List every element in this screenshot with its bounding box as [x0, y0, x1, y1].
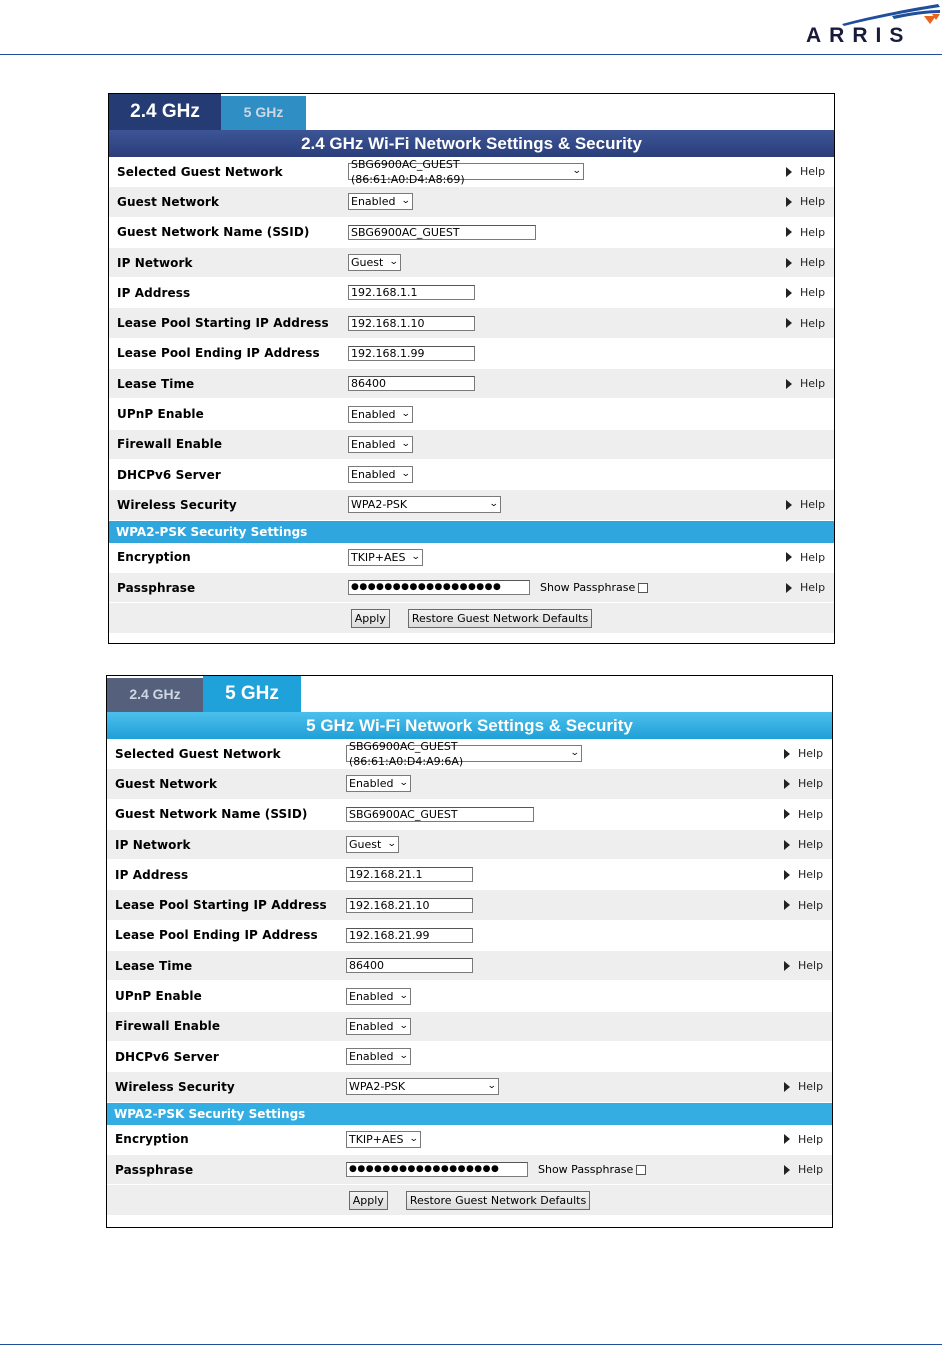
- tab-5ghz[interactable]: 5 GHz: [203, 676, 301, 712]
- play-arrow-icon: [786, 197, 792, 207]
- row-label: Lease Time: [115, 958, 193, 973]
- header-rule: [0, 54, 942, 55]
- row-ssid: [109, 218, 834, 248]
- row-lease-end: [109, 339, 834, 369]
- firewall-select[interactable]: Enabled ⌄: [348, 436, 413, 453]
- play-arrow-icon: [784, 749, 790, 759]
- row-lease-start: [109, 308, 834, 338]
- row-label: Lease Pool Starting IP Address: [117, 316, 329, 331]
- help-link[interactable]: Help: [784, 1080, 823, 1093]
- selected-guest-network-select[interactable]: SBG6900AC_GUEST (86:61:A0:D4:A9:6A) ⌄: [346, 745, 582, 762]
- lease-end-input[interactable]: 192.168.21.99: [346, 928, 473, 943]
- apply-button[interactable]: Apply: [351, 609, 390, 628]
- help-link[interactable]: Help: [786, 286, 825, 299]
- row-label: UPnP Enable: [117, 407, 204, 422]
- show-passphrase-checkbox[interactable]: [638, 583, 648, 593]
- row-passphrase: [109, 573, 834, 603]
- row-selected-guest-network: [107, 739, 832, 769]
- panel-title: 2.4 GHz Wi-Fi Network Settings & Security: [109, 130, 834, 157]
- row-label: DHCPv6 Server: [115, 1049, 219, 1064]
- chevron-down-icon: ⌄: [399, 990, 410, 1001]
- show-passphrase-label: Show Passphrase: [538, 1163, 634, 1176]
- row-guest-network: [107, 769, 832, 799]
- footer-rule: [0, 1344, 942, 1345]
- encryption-select[interactable]: TKIP+AES ⌄: [346, 1131, 421, 1148]
- dhcpv6-select[interactable]: Enabled ⌄: [348, 466, 413, 483]
- chevron-down-icon: ⌄: [401, 469, 412, 480]
- show-passphrase-checkbox[interactable]: [636, 1165, 646, 1175]
- row-label: Lease Pool Starting IP Address: [115, 898, 327, 913]
- row-wireless-security: [107, 1072, 832, 1102]
- row-selected-guest-network: [109, 157, 834, 187]
- help-link[interactable]: Help: [784, 808, 823, 821]
- play-arrow-icon: [784, 961, 790, 971]
- play-arrow-icon: [784, 1134, 790, 1144]
- ip-network-select[interactable]: Guest ⌄: [348, 254, 401, 271]
- show-passphrase: [538, 1163, 646, 1176]
- firewall-select[interactable]: Enabled ⌄: [346, 1018, 411, 1035]
- upnp-select[interactable]: Enabled ⌄: [346, 988, 411, 1005]
- help-link[interactable]: Help: [784, 838, 823, 851]
- row-label: Lease Pool Ending IP Address: [115, 928, 318, 943]
- chevron-down-icon: ⌄: [570, 748, 581, 759]
- row-firewall: [109, 430, 834, 460]
- logo-text: ARRIS: [806, 24, 912, 47]
- help-link[interactable]: Help: [786, 498, 825, 511]
- lease-time-input[interactable]: 86400: [346, 958, 473, 973]
- help-link[interactable]: Help: [786, 256, 825, 269]
- row-label: Wireless Security: [115, 1079, 235, 1094]
- wireless-security-select[interactable]: WPA2-PSK ⌄: [348, 496, 501, 513]
- row-label: Encryption: [115, 1132, 189, 1147]
- play-arrow-icon: [784, 1165, 790, 1175]
- play-arrow-icon: [786, 227, 792, 237]
- chevron-down-icon: ⌄: [399, 1020, 410, 1031]
- help-link[interactable]: Help: [784, 959, 823, 972]
- row-label: IP Network: [117, 255, 193, 270]
- row-label: Guest Network Name (SSID): [115, 807, 308, 822]
- row-label: Passphrase: [117, 580, 196, 595]
- chevron-down-icon: ⌄: [489, 499, 500, 510]
- help-link[interactable]: Help: [784, 777, 823, 790]
- row-encryption: [109, 543, 834, 573]
- panel-title: 5 GHz Wi-Fi Network Settings & Security: [107, 712, 832, 739]
- play-arrow-icon: [784, 779, 790, 789]
- row-label: Lease Time: [117, 376, 195, 391]
- passphrase-input[interactable]: ●●●●●●●●●●●●●●●●●●: [346, 1162, 528, 1177]
- chevron-down-icon: ⌄: [399, 1051, 410, 1062]
- row-ip-network: [109, 248, 834, 278]
- play-arrow-icon: [784, 870, 790, 880]
- play-arrow-icon: [784, 1082, 790, 1092]
- tab-24ghz[interactable]: 2.4 GHz: [109, 94, 221, 130]
- row-dhcpv6: [107, 1042, 832, 1072]
- lease-time-input[interactable]: 86400: [348, 376, 475, 391]
- row-label: Encryption: [117, 550, 191, 565]
- play-arrow-icon: [786, 288, 792, 298]
- chevron-down-icon: ⌄: [389, 257, 400, 268]
- row-label: Lease Pool Ending IP Address: [117, 346, 320, 361]
- lease-start-input[interactable]: 192.168.21.10: [346, 898, 473, 913]
- play-arrow-icon: [786, 379, 792, 389]
- encryption-select[interactable]: TKIP+AES ⌄: [348, 549, 423, 566]
- guest-network-select[interactable]: Enabled ⌄: [346, 775, 411, 792]
- row-label: DHCPv6 Server: [117, 467, 221, 482]
- help-link[interactable]: Help: [786, 377, 825, 390]
- row-label: Passphrase: [115, 1162, 194, 1177]
- row-label: Guest Network: [115, 776, 218, 791]
- help-link[interactable]: Help: [786, 195, 825, 208]
- help-link[interactable]: Help: [786, 165, 825, 178]
- row-label: IP Address: [115, 867, 189, 882]
- band-tabs: [109, 94, 834, 130]
- chevron-down-icon: ⌄: [401, 408, 412, 419]
- play-arrow-icon: [786, 258, 792, 268]
- play-arrow-icon: [786, 583, 792, 593]
- row-label: Firewall Enable: [115, 1019, 221, 1034]
- row-lease-start: [107, 890, 832, 920]
- guest-network-select[interactable]: Enabled ⌄: [348, 193, 413, 210]
- tab-5ghz[interactable]: 5 GHz: [221, 96, 306, 130]
- chevron-down-icon: ⌄: [409, 1133, 420, 1144]
- help-link[interactable]: Help: [784, 747, 823, 760]
- row-label: UPnP Enable: [115, 989, 202, 1004]
- row-lease-time: [107, 951, 832, 981]
- help-link[interactable]: Help: [784, 1133, 823, 1146]
- chevron-down-icon: ⌄: [387, 839, 398, 850]
- ip-address-input[interactable]: 192.168.1.1: [348, 285, 475, 300]
- row-dhcpv6: [109, 460, 834, 490]
- ssid-input[interactable]: SBG6900AC_GUEST: [346, 807, 534, 822]
- row-wireless-security: [109, 490, 834, 520]
- help-link[interactable]: Help: [786, 551, 825, 564]
- play-arrow-icon: [784, 809, 790, 819]
- play-arrow-icon: [786, 167, 792, 177]
- ip-address-input[interactable]: 192.168.21.1: [346, 867, 473, 882]
- play-arrow-icon: [786, 318, 792, 328]
- chevron-down-icon: ⌄: [487, 1081, 498, 1092]
- row-label: Selected Guest Network: [115, 746, 281, 761]
- passphrase-input[interactable]: ●●●●●●●●●●●●●●●●●●: [348, 580, 530, 595]
- show-passphrase-label: Show Passphrase: [540, 581, 636, 594]
- chevron-down-icon: ⌄: [411, 551, 422, 562]
- band-tabs: [107, 676, 832, 712]
- play-arrow-icon: [784, 900, 790, 910]
- row-ip-address: [109, 278, 834, 308]
- restore-defaults-button[interactable]: Restore Guest Network Defaults: [406, 1191, 590, 1210]
- button-row: [109, 603, 834, 633]
- row-upnp: [107, 981, 832, 1011]
- apply-button[interactable]: Apply: [349, 1191, 388, 1210]
- help-link[interactable]: Help: [784, 899, 823, 912]
- chevron-down-icon: ⌄: [401, 438, 412, 449]
- lease-start-input[interactable]: 192.168.1.10: [348, 316, 475, 331]
- row-label: IP Address: [117, 285, 191, 300]
- row-label: Firewall Enable: [117, 437, 223, 452]
- row-lease-time: [109, 369, 834, 399]
- row-label: Guest Network: [117, 194, 220, 209]
- row-label: IP Network: [115, 837, 191, 852]
- button-row: [107, 1185, 832, 1215]
- row-label: Wireless Security: [117, 497, 237, 512]
- row-ssid: [107, 800, 832, 830]
- row-passphrase: [107, 1155, 832, 1185]
- row-label: Selected Guest Network: [117, 164, 283, 179]
- help-link[interactable]: Help: [786, 581, 825, 594]
- help-link[interactable]: Help: [784, 868, 823, 881]
- help-link[interactable]: Help: [786, 226, 825, 239]
- play-arrow-icon: [786, 500, 792, 510]
- help-link[interactable]: Help: [786, 317, 825, 330]
- restore-defaults-button[interactable]: Restore Guest Network Defaults: [408, 609, 592, 628]
- row-lease-end: [107, 921, 832, 951]
- chevron-down-icon: ⌄: [399, 778, 410, 789]
- wireless-security-select[interactable]: WPA2-PSK ⌄: [346, 1078, 499, 1095]
- play-arrow-icon: [784, 840, 790, 850]
- lease-end-input[interactable]: 192.168.1.99: [348, 346, 475, 361]
- row-encryption: [107, 1125, 832, 1155]
- chevron-down-icon: ⌄: [401, 196, 412, 207]
- row-label: Guest Network Name (SSID): [117, 225, 310, 240]
- chevron-down-icon: ⌄: [572, 166, 583, 177]
- wifi-24ghz-panel: [108, 93, 835, 644]
- help-link[interactable]: Help: [784, 1163, 823, 1176]
- dhcpv6-select[interactable]: Enabled ⌄: [346, 1048, 411, 1065]
- row-ip-address: [107, 860, 832, 890]
- selected-guest-network-select[interactable]: SBG6900AC_GUEST (86:61:A0:D4:A8:69) ⌄: [348, 163, 584, 180]
- play-arrow-icon: [786, 552, 792, 562]
- row-upnp: [109, 399, 834, 429]
- show-passphrase: [540, 581, 648, 594]
- security-section-header: WPA2-PSK Security Settings: [109, 521, 834, 543]
- wifi-5ghz-panel: [106, 675, 833, 1228]
- upnp-select[interactable]: Enabled ⌄: [348, 406, 413, 423]
- ssid-input[interactable]: SBG6900AC_GUEST: [348, 225, 536, 240]
- row-firewall: [107, 1012, 832, 1042]
- row-ip-network: [107, 830, 832, 860]
- ip-network-select[interactable]: Guest ⌄: [346, 836, 399, 853]
- tab-24ghz[interactable]: 2.4 GHz: [107, 678, 203, 712]
- row-guest-network: [109, 187, 834, 217]
- arris-logo: [806, 2, 940, 50]
- security-section-header: WPA2-PSK Security Settings: [107, 1103, 832, 1125]
